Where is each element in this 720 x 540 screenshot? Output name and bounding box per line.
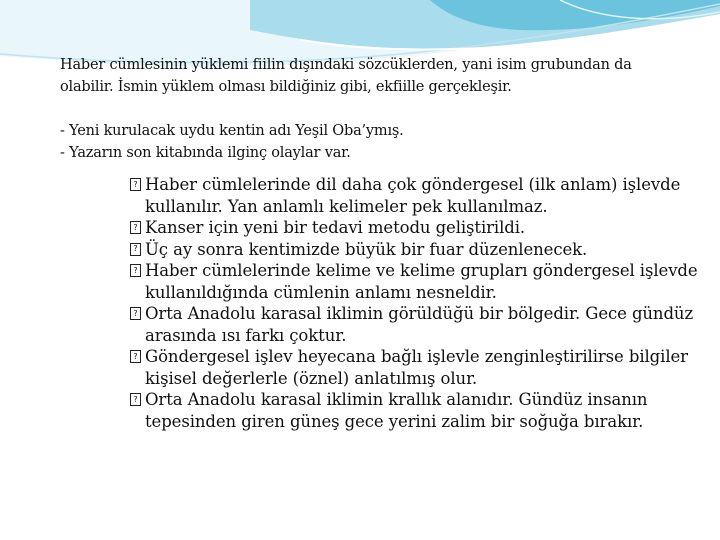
list-item <box>133 260 700 303</box>
example-sentences <box>60 120 680 164</box>
box-bullet-icon: ? <box>130 178 141 191</box>
list-item-line-2: kullanıldığında cümlenin anlamı nesneldir. <box>145 282 497 302</box>
list-item-line-1: Orta Anadolu karasal iklimin görüldüğü bir bölgedir. Gece gündüz <box>145 304 694 323</box>
list-item <box>133 346 700 389</box>
box-bullet-icon: ? <box>130 243 141 256</box>
box-bullet-icon: ? <box>130 221 141 234</box>
list-item-line-2: arasında ısı farkı çoktur. <box>145 325 347 345</box>
example-sentence: - Yazarın son kitabında ilginç olaylar var. <box>60 145 351 161</box>
list-item-line-1: Haber cümlelerinde kelime ve kelime grupları göndergesel işlevde <box>145 261 698 280</box>
bullet-list <box>133 174 700 432</box>
list-item-line-1: Haber cümlelerinde dil daha çok göndergesel (ilk anlam) işlevde <box>145 175 681 194</box>
box-bullet-icon: ? <box>130 350 141 363</box>
list-item-line-2: kişisel değerlerle (öznel) anlatılmış olur. <box>145 368 478 388</box>
list-item-line-2: kullanılır. Yan anlamlı kelimeler pek kullanılmaz. <box>145 196 548 216</box>
intro-line-2: olabilir. İsmin yüklem olması bildiğiniz gibi, ekfiille gerçekleşir. <box>60 79 512 95</box>
list-item <box>133 239 700 261</box>
list-item-line-1: Kanser için yeni bir tedavi metodu geliştirildi. <box>145 218 526 237</box>
list-item <box>133 303 700 346</box>
box-bullet-icon: ? <box>130 393 141 406</box>
list-item-line-1: Göndergesel işlev heyecana bağlı işlevle zenginleştirilirse bilgiler <box>145 347 688 366</box>
intro-line-1: Haber cümlesinin yüklemi fiilin dışındaki sözcüklerden, yani isim grubundan da <box>60 57 632 73</box>
list-item-line-1: Orta Anadolu karasal iklimin krallık alanıdır. Gündüz insanın <box>145 390 648 409</box>
list-item-line-2: tepesinden giren güneş gece yerini zalim bir soğuğa bırakır. <box>145 411 644 431</box>
list-item-line-1: Üç ay sonra kentimizde büyük bir fuar düzenlenecek. <box>145 239 588 259</box>
list-item <box>133 174 700 217</box>
intro-paragraph <box>60 54 680 98</box>
box-bullet-icon: ? <box>130 264 141 277</box>
list-item <box>133 389 700 432</box>
example-sentence: - Yeni kurulacak uydu kentin adı Yeşil Oba’ymış. <box>60 123 404 139</box>
box-bullet-icon: ? <box>130 307 141 320</box>
list-item <box>133 217 700 239</box>
